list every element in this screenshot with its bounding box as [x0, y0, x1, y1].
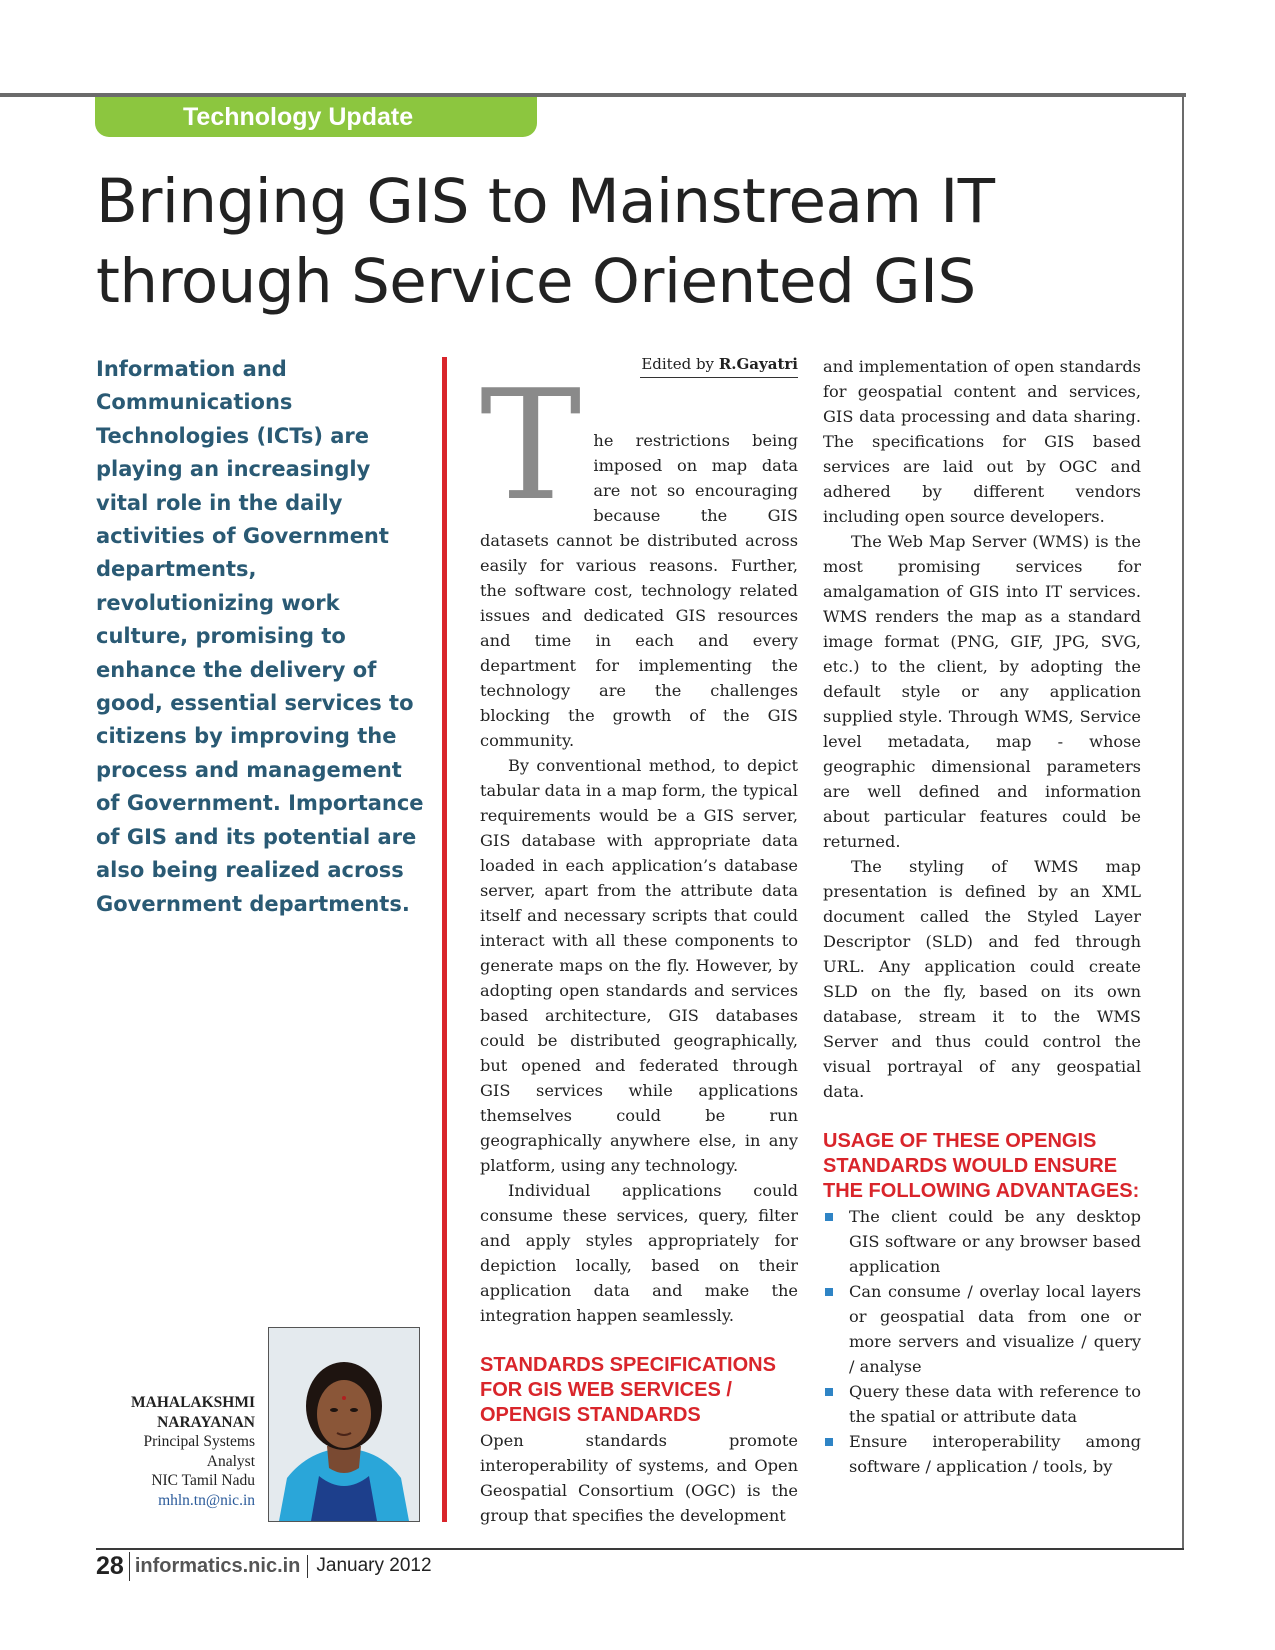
list-item-text: The client could be any desktop GIS software or any browser based application [849, 1207, 1141, 1276]
author-name-line-1: MAHALAKSHMI [131, 1394, 255, 1411]
section-heading-standards: STANDARDS SPECIFICATIONS FOR GIS WEB SERVICES / OPENGIS STANDARDS [480, 1354, 776, 1426]
bullet-square-icon [825, 1438, 833, 1446]
author-org: NIC Tamil Nadu [151, 1472, 255, 1489]
footer-date: January 2012 [316, 1555, 432, 1576]
author-photo [268, 1327, 420, 1522]
edited-by-label: Edited by [641, 355, 715, 373]
author-portrait-icon [269, 1328, 419, 1521]
list-item-text: Can consume / overlay local layers or geospatial data from one or more servers and visualize / query / analyse [849, 1282, 1141, 1376]
author-role-line-2: Analyst [206, 1452, 255, 1470]
paragraph-6: The Web Map Server (WMS) is the most promising services for amalgamation of GIS into IT services. WMS renders the map as a standard image format (PNG, GIF, JPG, SVG, etc.) to the client, by adopting the default style or any application supplied style. Through WMS, Service level metadata, map - whose geographic dimensional parameters are well defined and information about particular features could be returned. [823, 532, 1141, 851]
author-info [110, 1393, 255, 1510]
paragraph-2: By conventional method, to depict tabular data in a map form, the typical requirements would be a GIS server, GIS database with appropriate data loaded in each application’s database server, apart from the attribute data itself and necessary scripts that could interact with all these components to generate maps on the fly. However, by adopting open standards and services based architecture, GIS databases could be distributed geographically, but opened and federated through GIS services while applications themselves could be run geographically anywhere else, in any platform, using any technology. [480, 756, 798, 1175]
author-role-line-1: Principal Systems [143, 1433, 255, 1450]
list-item-text: Ensure interoperability among software / application / tools, by [849, 1432, 1141, 1476]
title-line-1: Bringing GIS to Mainstream IT [96, 166, 995, 237]
body-column-middle [480, 354, 798, 1528]
paragraph-3: Individual applications could consume these services, query, filter and apply styles appropriately for depiction locally, based on their application data and make the integration happen seamlessly. [480, 1181, 798, 1325]
list-item [823, 1279, 1141, 1379]
bottom-rule [96, 1548, 1184, 1550]
page-number: 28 [96, 1552, 130, 1581]
paragraph-4: Open standards promote interoperability of systems, and Open Geospatial Consortium (OGC) is the group that specifies the development [480, 1431, 798, 1525]
paragraph-7: The styling of WMS map presentation is defined by an XML document called the Styled Layer Descriptor (SLD) and fed through URL. Any application could create SLD on the fly, based on its own database, stream it to the WMS Server and thus could control the visual portrayal of any geospatial data. [823, 857, 1141, 1101]
advantages-list [823, 1204, 1141, 1479]
section-heading-advantages: USAGE OF THESE OPENGIS STANDARDS WOULD ENSURE THE FOLLOWING ADVANTAGES: [823, 1130, 1140, 1202]
title-line-2: through Service Oriented GIS [96, 246, 976, 317]
bullet-square-icon [825, 1388, 833, 1396]
list-item [823, 1429, 1141, 1479]
right-rule [1182, 93, 1184, 1550]
page-footer [96, 1551, 432, 1581]
list-item [823, 1379, 1141, 1429]
bullet-square-icon [825, 1288, 833, 1296]
paragraph-5: and implementation of open standards for geospatial content and services, GIS data processing and data sharing. The specifications for GIS based services are laid out by OGC and adhered by different vendors including open source developers. [823, 357, 1141, 526]
section-label: Technology Update [95, 97, 537, 137]
lead-paragraph: Information and Communications Technologies (ICTs) are playing an increasingly vital role in the daily activities of Government departments, revolutionizing work culture, promising to enhance the delivery of good, essential services to citizens by improving the process and management of Government. Importance of GIS and its potential are also being realized across Government departments. [96, 357, 424, 916]
divider-bar [442, 357, 447, 1522]
body-column-right [823, 354, 1141, 1479]
list-item-text: Query these data with reference to the spatial or attribute data [849, 1382, 1141, 1426]
drop-cap: T [480, 357, 582, 534]
bullet-square-icon [825, 1213, 833, 1221]
list-item [823, 1204, 1141, 1279]
author-name-line-2: NARAYANAN [157, 1413, 255, 1431]
editor-name: R.Gayatri [718, 355, 798, 373]
edited-by [640, 354, 798, 378]
article-title [96, 162, 1156, 322]
author-email[interactable]: mhln.tn@nic.in [158, 1491, 255, 1509]
paragraph-1: he restrictions being imposed on map data are not so encouraging because the GIS datasets cannot be distributed across easily for various reasons. Further, the software cost, technology related issues and dedicated GIS resources and time in each and every department for implementing the technology are the challenges blocking the growth of the GIS community. [480, 431, 798, 750]
footer-site[interactable]: informatics.nic.in [130, 1555, 309, 1578]
